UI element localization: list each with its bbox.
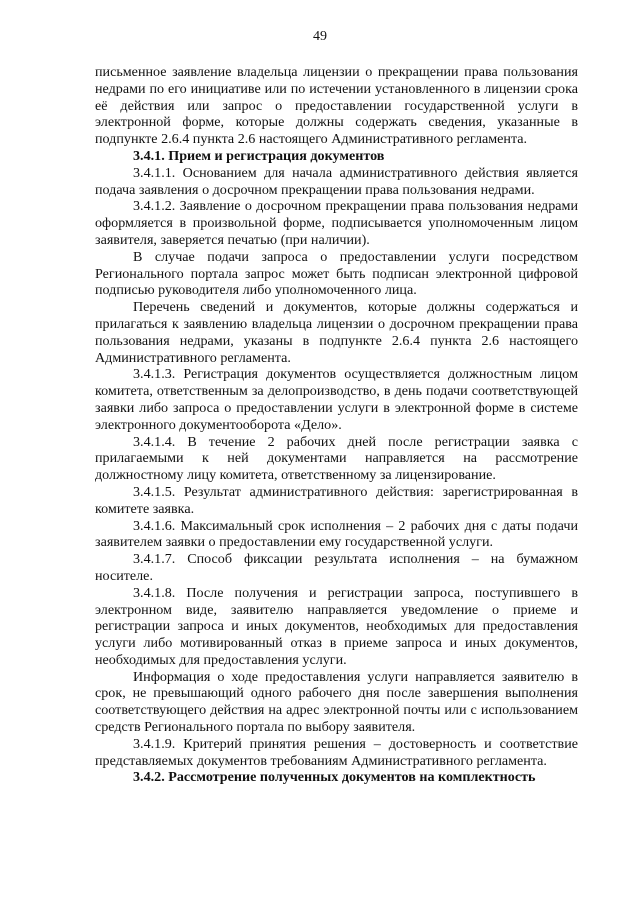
- section-heading-3-4-2: 3.4.2. Рассмотрение полученных документов на комплектность: [133, 769, 536, 786]
- document-body: [95, 64, 578, 786]
- section-heading-3-4-1: 3.4.1. Прием и регистрация документов: [133, 147, 385, 164]
- paragraph-continuation: письменное заявление владельца лицензии о прекращении права пользования недрами по его инициативе или по истечении установленного в лицензии срока её действия или запрос о предоставлении государственной услуги в электронной форме, которые должны содержать сведения, указанные в подпункте 2.6.4 пункта 2.6 настоящего Административного регламента.: [95, 64, 578, 148]
- paragraph-3-4-1-7: 3.4.1.7. Способ фиксации результата исполнения – на бумажном носителе.: [95, 551, 578, 584]
- paragraph-3-4-1-2: 3.4.1.2. Заявление о досрочном прекращении права пользования недрами оформляется в произвольной форме, подписывается уполномоченным лицом заявителя, заверяется печатью (при наличии).: [95, 198, 578, 248]
- paragraph-3-4-1-3: 3.4.1.3. Регистрация документов осуществляется должностным лицом комитета, ответственным за делопроизводство, в день подачи соответствующей заявки либо запроса о предоставлении услуги в электронной форме в системе электронного документооборота «Дело».: [95, 366, 578, 433]
- paragraph-progress-info: Информация о ходе предоставления услуги направляется заявителю в срок, не превышающий одного рабочего дня после завершения выполнения соответствующего действия на адрес электронной почты или с использованием средств Регионального портала по выбору заявителя.: [95, 668, 578, 736]
- paragraph-document-list: Перечень сведений и документов, которые должны содержаться и прилагаться к заявлению владельца лицензии о досрочном прекращении права пользования недрами, указаны в подпункте 2.6.4 пункта 2.6 настоящего Административного регламента.: [95, 299, 578, 366]
- paragraph-3-4-1-4: 3.4.1.4. В течение 2 рабочих дней после регистрации заявка с прилагаемыми к ней документами направляется на рассмотрение должностному лицу комитета, ответственному за лицензирование.: [95, 433, 578, 484]
- page-number: 49: [313, 29, 327, 44]
- paragraph-3-4-1-9: 3.4.1.9. Критерий принятия решения – достоверность и соответствие представляемых документов требованиям Административного регламента.: [95, 735, 578, 769]
- paragraph-3-4-1-5: 3.4.1.5. Результат административного действия: зарегистрированная в комитете заявка.: [95, 483, 578, 517]
- paragraph-3-4-1-6: 3.4.1.6. Максимальный срок исполнения – 2 рабочих дня с даты подачи заявителем заявки о предоставлении ему государственной услуги.: [95, 517, 578, 551]
- paragraph-3-4-1-1: 3.4.1.1. Основанием для начала административного действия является подача заявления о досрочном прекращении права пользования недрами.: [95, 164, 578, 198]
- paragraph-portal-request: В случае подачи запроса о предоставлении услуги посредством Регионального портала запрос может быть подписан электронной цифровой подписью руководителя либо уполномоченного лица.: [95, 248, 578, 299]
- paragraph-3-4-1-8: 3.4.1.8. После получения и регистрации запроса, поступившего в электронном виде, заявителю направляется уведомление о приеме и регистрации запроса и иных документов, необходимых для предоставления услуги либо мотивированный отказ в приеме запроса и иных документов, необходимых для предоставления услуги.: [95, 584, 578, 668]
